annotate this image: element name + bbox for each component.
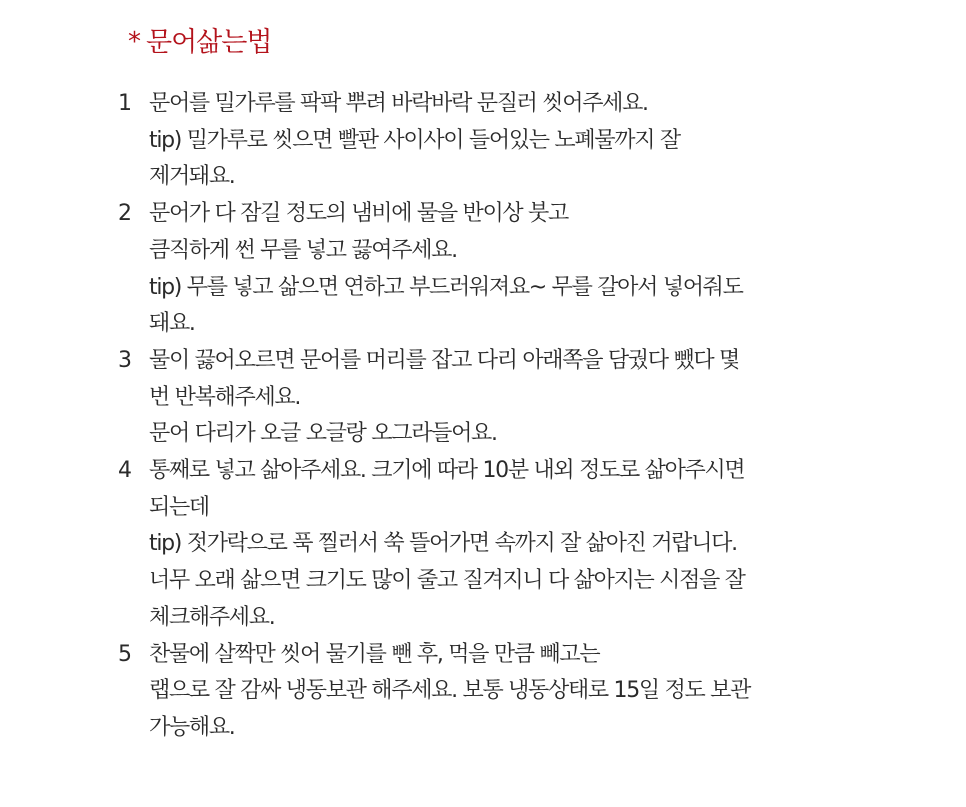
step-4 [0, 453, 966, 637]
step-line: 물이 끓어오르면 문어를 머리를 잡고 다리 아래쪽을 담궜다 뺐다 몇 [149, 347, 739, 373]
step-line: 번 반복해주세요. [149, 384, 301, 410]
step-number: 4 [118, 458, 131, 484]
step-line: 체크해주세요. [149, 604, 275, 630]
step-line: 문어를 밀가루를 팍팍 뿌려 바락바락 문질러 씻어주세요. [149, 91, 648, 116]
step-line: tip) 젓가락으로 푹 찔러서 쑥 뜰어가면 속까지 잘 삶아진 거랍니다. [149, 531, 737, 557]
step-line: 되는데 [149, 494, 209, 520]
step-line: 큼직하게 썬 무를 넣고 끓여주세요. [149, 237, 457, 263]
step-line: 통째로 넣고 삶아주세요. 크기에 따라 10분 내외 정도로 삶아주시면 [149, 458, 745, 484]
page-title [128, 22, 271, 63]
step-number: 1 [118, 91, 131, 116]
step-number: 2 [118, 201, 131, 227]
step-1 [0, 86, 966, 196]
step-3 [0, 343, 966, 453]
step-2 [0, 196, 966, 343]
step-line: 가능해요. [149, 714, 235, 740]
step-line: 너무 오래 삶으면 크기도 많이 줄고 질겨지니 다 삶아지는 시점을 잘 [149, 568, 745, 594]
step-number: 5 [118, 641, 131, 667]
step-line: tip) 무를 넣고 삶으면 연하고 부드러워져요~ 무를 갈아서 넣어줘도 [149, 274, 743, 300]
title-asterisk: * [128, 27, 140, 57]
step-line: 찬물에 살짝만 씻어 물기를 뺀 후, 먹을 만큼 빼고는 [149, 641, 600, 667]
step-5 [0, 637, 966, 747]
step-line: 문어 다리가 오글 오글랑 오그라들어요. [149, 421, 497, 447]
step-line: 제거돼요. [149, 164, 235, 190]
steps-list [0, 86, 966, 747]
step-line: tip) 밀가루로 씻으면 빨판 사이사이 들어있는 노폐물까지 잘 [149, 127, 680, 153]
step-line: 돼요. [149, 311, 195, 337]
title-text: 문어삶는법 [146, 27, 272, 58]
step-line: 랩으로 잘 감싸 냉동보관 해주세요. 보통 냉동상태로 15일 정도 보관 [149, 678, 751, 704]
step-line: 문어가 다 잠길 정도의 냄비에 물을 반이상 붓고 [149, 201, 568, 227]
step-number: 3 [118, 347, 131, 373]
